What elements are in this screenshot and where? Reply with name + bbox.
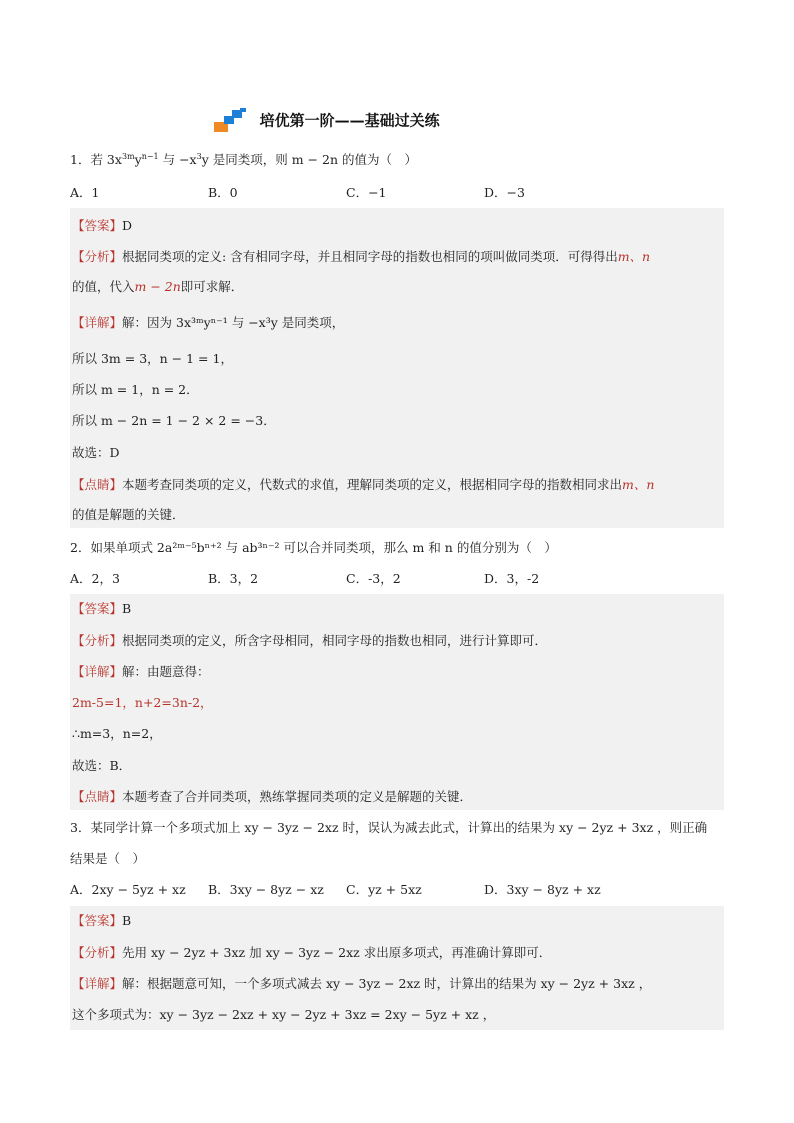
q1-detail-3: 所以 m = 1，n = 2． xyxy=(72,382,199,397)
q3-answer: 【答案】B xyxy=(72,913,132,928)
q3-detail-2: 这个多项式为：xy − 3yz − 2xz + xy − 2yz + 3xz = 2xy − 5yz + xz ， xyxy=(72,1007,496,1022)
q1-stem: 1．若 $3x^{3m}y^{n-1}$ 与 $-x^3y$ 是同类项，则 m − 2n 的值为（ ） xyxy=(70,152,417,168)
q1-option-d: D．−3 xyxy=(484,185,525,200)
q1-point: 【点睛】本题考查同类项的定义，代数式的求值，理解同类项的定义，根据相同字母的指数相同求出m、n xyxy=(72,477,655,492)
q2-stem: 2．如果单项式 2a²ᵐ⁻⁵bⁿ⁺² 与 ab³ⁿ⁻² 可以合并同类项，那么 m 和 n 的值分别为（ ） xyxy=(70,540,557,555)
q1-detail-5: 故选：D xyxy=(72,445,120,460)
q1-option-b: B．0 xyxy=(208,185,238,200)
q3-option-d: D．3xy − 8yz + xz xyxy=(484,882,601,897)
q1-solution-box xyxy=(70,208,724,528)
q1-analysis: 【分析】根据同类项的定义: 含有相同字母，并且相同字母的指数也相同的项叫做同类项．可得得出m、n xyxy=(72,249,651,264)
q2-option-b: B．3，2 xyxy=(208,571,259,586)
q2-solution-box xyxy=(70,594,724,810)
q2-options xyxy=(70,569,724,589)
q3-option-c: C．yz + 5xz xyxy=(346,882,422,897)
q1-options xyxy=(70,183,724,203)
q1-detail-2: 所以 3m = 3，n − 1 = 1， xyxy=(72,351,233,366)
q2-detail-3: ∴m=3，n=2， xyxy=(72,726,162,741)
q2-answer: 【答案】B xyxy=(72,601,132,616)
q3-stem: 3．某同学计算一个多项式加上 xy − 3yz − 2xz 时，误认为减去此式，计算出的结果为 xy − 2yz + 3xz ，则正确 xyxy=(70,820,708,835)
q3-detail: 【详解】解：根据题意可知，一个多项式减去 xy − 3yz − 2xz 时，计算出的结果为 xy − 2yz + 3xz ， xyxy=(72,976,652,991)
q2-option-c: C．-3，2 xyxy=(346,571,401,586)
q1-option-a: A．1 xyxy=(70,185,100,200)
q2-detail: 【详解】解：由题意得： xyxy=(72,664,210,679)
q2-option-a: A．2，3 xyxy=(70,571,120,586)
q1-point-cont: 的值是解题的关键． xyxy=(72,507,185,522)
q1-detail-4: 所以 m − 2n = 1 − 2 × 2 = −3． xyxy=(72,413,276,428)
q1-option-c: C．−1 xyxy=(346,185,387,200)
q3-stem-cont: 结果是（ ） xyxy=(70,851,146,866)
q3-option-a: A．2xy − 5yz + xz xyxy=(70,882,186,897)
q3-analysis: 【分析】先用 xy − 2yz + 3xz 加 xy − 3yz − 2xz 求出原多项式，再准确计算即可． xyxy=(72,945,552,960)
q1-detail: 【详解】解：因为 3x³ᵐyⁿ⁻¹ 与 −x³y 是同类项， xyxy=(72,315,345,330)
q2-point: 【点睛】本题考查了合并同类项，熟练掌握同类项的定义是解题的关键． xyxy=(72,789,473,804)
q1-analysis-cont: 的值，代入m − 2n即可求解． xyxy=(72,279,244,294)
staircase-logo-icon xyxy=(214,108,248,134)
page-title xyxy=(0,108,654,134)
q2-option-d: D．3，-2 xyxy=(484,571,540,586)
q2-analysis: 【分析】根据同类项的定义，所含字母相同，相同字母的指数也相同，进行计算即可． xyxy=(72,633,548,648)
q2-detail-4: 故选：B． xyxy=(72,758,132,773)
q3-options xyxy=(70,880,724,900)
q3-option-b: B．3xy − 8yz − xz xyxy=(208,882,324,897)
q1-answer: 【答案】D xyxy=(72,218,133,233)
q2-detail-2: 2m-5=1，n+2=3n-2， xyxy=(72,695,213,710)
q3-solution-box xyxy=(70,906,724,1030)
title-text: 培优第一阶——基础过关练 xyxy=(259,111,440,130)
